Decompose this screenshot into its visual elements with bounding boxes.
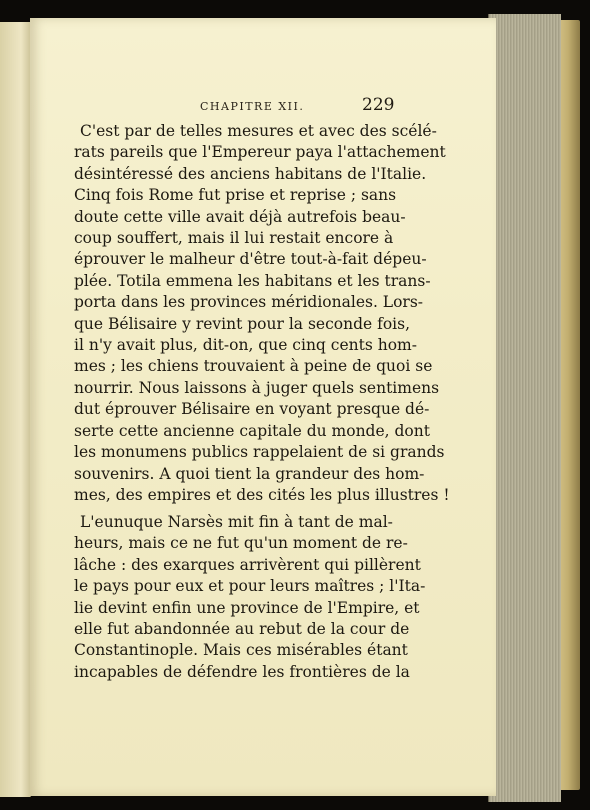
text-line: lâche : des exarques arrivèrent qui pillèrent (74, 555, 421, 574)
text-line: mes ; les chiens trouvaient à peine de quoi se (74, 357, 433, 376)
text-line: que Bélisaire y revint pour la seconde fois, (74, 314, 411, 333)
text-line: C'est par de telles mesures et avec des scélé- (80, 122, 437, 140)
page-number: 229 (362, 95, 395, 115)
text-line: L'eunuque Narsès mit fin à tant de mal- (80, 513, 393, 531)
page-block-edge (488, 14, 561, 802)
text-line: dut éprouver Bélisaire en voyant presque dé- (74, 400, 430, 419)
running-head: CHAPITRE XII. (200, 100, 305, 113)
text-line: il n'y avait plus, dit-on, que cinq cents hom- (74, 336, 417, 355)
paragraph-1 (74, 121, 450, 506)
text-line: doute cette ville avait déjà autrefois beau- (74, 207, 406, 226)
text-line: heurs, mais ce ne fut qu'un moment de re- (74, 534, 408, 553)
text-line: mes, des empires et des cités les plus illustres ! (74, 485, 450, 504)
text-line: porta dans les provinces méridionales. Lors- (74, 293, 424, 312)
page-header (30, 95, 496, 120)
text-line: nourrir. Nous laissons à juger quels sentimens (74, 378, 440, 397)
text-line: lie devint enfin une province de l'Empire, et (74, 598, 420, 617)
text-line: coup souffert, mais il lui restait encore à (74, 229, 394, 248)
book-page (30, 18, 496, 796)
text-line: elle fut abandonnée au rebut de la cour de (74, 620, 410, 639)
text-line: incapables de défendre les frontières de la (74, 662, 410, 681)
text-line: souvenirs. A quoi tient la grandeur des hom- (74, 464, 425, 483)
text-line: Cinq fois Rome fut prise et reprise ; sans (74, 186, 397, 205)
text-line: les monumens publics rappelaient de si grands (74, 443, 445, 462)
paragraph-2 (74, 512, 426, 683)
text-line: éprouver le malheur d'être tout-à-fait dépeu- (74, 250, 427, 269)
text-line: Constantinople. Mais ces misérables étant (74, 641, 408, 660)
text-line: plée. Totila emmena les habitans et les trans- (74, 271, 431, 290)
text-line: désintéressé des anciens habitans de l'Italie. (74, 164, 427, 183)
facing-page-edge (0, 22, 31, 797)
text-line: rats pareils que l'Empereur paya l'attachement (74, 143, 446, 162)
text-line: le pays pour eux et pour leurs maîtres ; l'Ita- (74, 577, 426, 596)
text-line: serte cette ancienne capitale du monde, dont (74, 421, 430, 440)
